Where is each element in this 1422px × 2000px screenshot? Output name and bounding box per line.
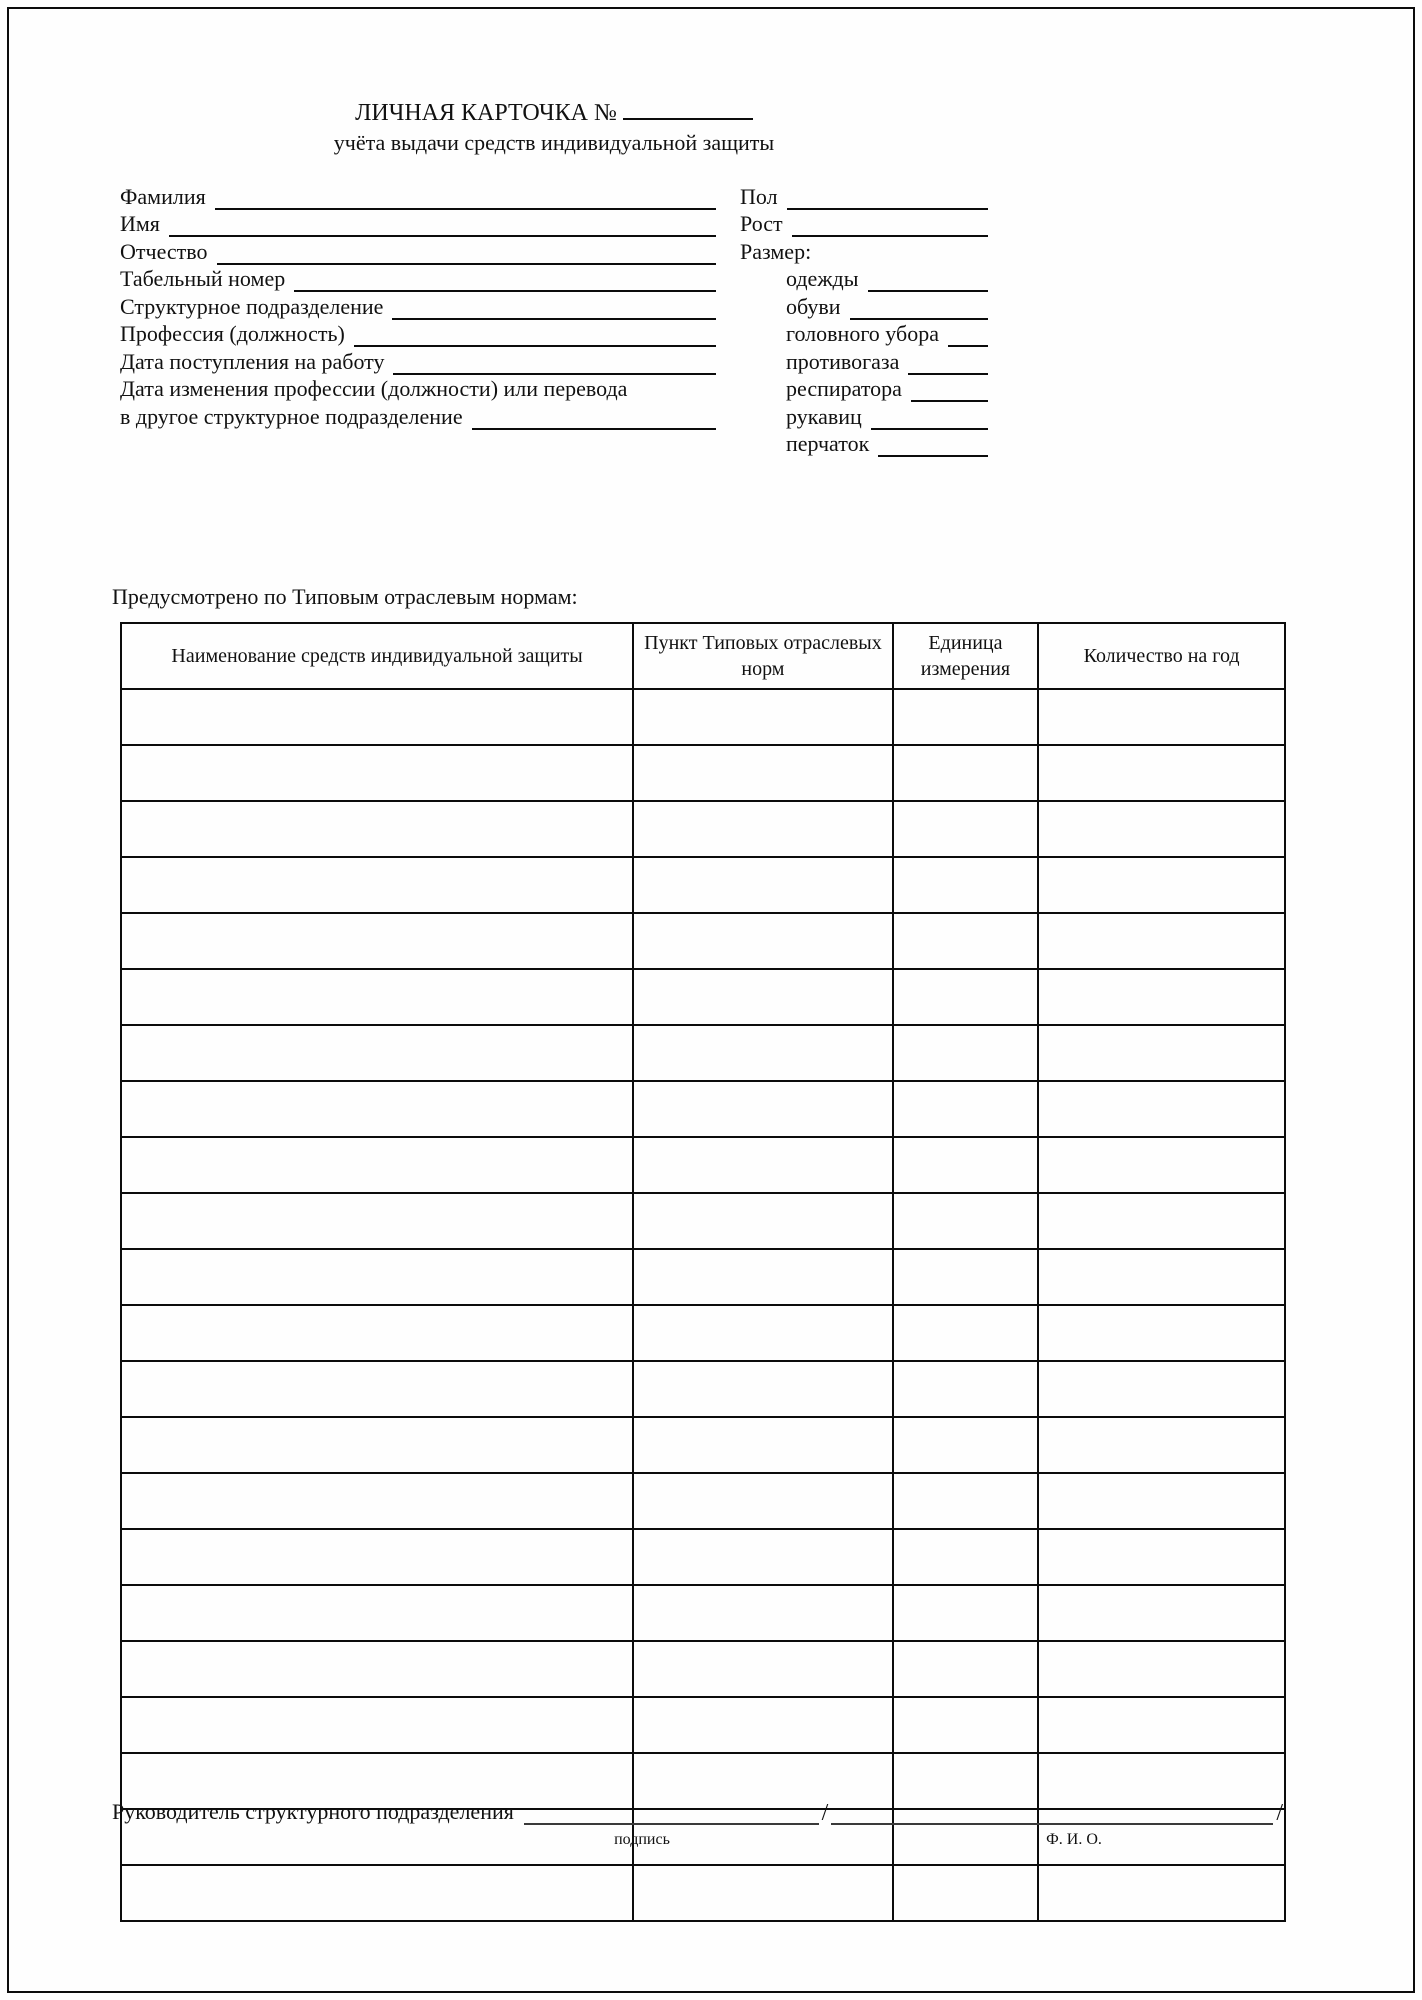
field-label: Размер: (740, 238, 812, 264)
norms-table-row (121, 857, 1285, 913)
norms-table-cell[interactable] (633, 1641, 893, 1697)
field-blank-line[interactable] (354, 321, 716, 347)
norms-table-cell[interactable] (121, 1417, 633, 1473)
field-row-right-8 (740, 402, 988, 430)
norms-table-cell[interactable] (121, 1193, 633, 1249)
norms-table-cell[interactable] (1038, 1865, 1285, 1921)
norms-table-cell[interactable] (633, 1361, 893, 1417)
field-label: рукавиц (786, 403, 862, 429)
field-blank-line[interactable] (850, 294, 988, 320)
norms-column-header-2: Единица измерения (893, 623, 1039, 689)
field-row-right-2 (740, 237, 988, 265)
field-blank-line[interactable] (472, 404, 716, 430)
norms-table-cell[interactable] (633, 1025, 893, 1081)
norms-table-cell[interactable] (633, 1417, 893, 1473)
supervisor-label: Руководитель структурного подразделения (112, 1799, 514, 1824)
page-title (120, 98, 988, 128)
field-blank-line[interactable] (908, 349, 988, 375)
norms-table-cell[interactable] (121, 1305, 633, 1361)
norms-table-cell[interactable] (1038, 1473, 1285, 1529)
norms-column-header-1: Пункт Типовых отраслевых норм (633, 623, 893, 689)
signature-caption: подпись (614, 1831, 670, 1848)
norms-table-row (121, 1361, 1285, 1417)
norms-table-cell[interactable] (121, 1137, 633, 1193)
norms-table-cell[interactable] (633, 1865, 893, 1921)
norms-table-cell[interactable] (1038, 1305, 1285, 1361)
field-blank-line[interactable] (911, 376, 988, 402)
norms-table-cell[interactable] (893, 969, 1039, 1025)
field-row-left-1 (120, 210, 716, 238)
field-blank-line[interactable] (792, 211, 988, 237)
field-label: Отчество (120, 238, 208, 264)
norms-table-row (121, 801, 1285, 857)
norms-table-row (121, 1249, 1285, 1305)
norms-table-cell[interactable] (1038, 689, 1285, 745)
page-title-text: ЛИЧНАЯ КАРТОЧКА № (355, 100, 617, 126)
person-fields-right-column (740, 182, 988, 457)
field-row-right-0 (740, 182, 988, 210)
norms-table-cell[interactable] (893, 1361, 1039, 1417)
norms-table (120, 622, 1286, 1922)
field-label: головного убора (786, 321, 939, 346)
field-blank-line[interactable] (393, 349, 716, 375)
field-row-right-4 (740, 292, 988, 320)
norms-table-cell[interactable] (121, 801, 633, 857)
norms-table-cell[interactable] (893, 1249, 1039, 1305)
slash-separator-end: / (1276, 1800, 1283, 1826)
norms-table-row (121, 1417, 1285, 1473)
field-label: одежды (786, 266, 859, 291)
norms-table-row (121, 1641, 1285, 1697)
norms-table-cell[interactable] (893, 1025, 1039, 1081)
field-blank-line[interactable] (294, 266, 716, 292)
norms-table-cell[interactable] (893, 913, 1039, 969)
field-blank-line[interactable] (868, 266, 989, 292)
norms-table-cell[interactable] (121, 1025, 633, 1081)
field-row-left-4 (120, 292, 716, 320)
norms-table-cell[interactable] (633, 1249, 893, 1305)
norms-table-row (121, 969, 1285, 1025)
field-label: перчаток (786, 431, 870, 456)
fio-caption: Ф. И. О. (1046, 1831, 1102, 1848)
norms-table-cell[interactable] (1038, 745, 1285, 801)
supervisor-signature-line (112, 1795, 1286, 1825)
field-label: Табельный номер (120, 266, 286, 291)
norms-table-cell[interactable] (893, 1529, 1039, 1585)
norms-table-cell[interactable] (633, 1585, 893, 1641)
norms-table-cell[interactable] (121, 745, 633, 801)
norms-table-cell[interactable] (893, 689, 1039, 745)
norms-table-cell[interactable] (1038, 1249, 1285, 1305)
norms-table-cell[interactable] (1038, 1417, 1285, 1473)
norms-table-row (121, 1865, 1285, 1921)
norms-table-cell[interactable] (633, 1081, 893, 1137)
form-footer (112, 1795, 1286, 1855)
norms-table-row (121, 1529, 1285, 1585)
field-blank-line[interactable] (169, 211, 716, 237)
norms-table-cell[interactable] (1038, 1529, 1285, 1585)
norms-table-cell[interactable] (893, 1305, 1039, 1361)
slash-separator: / (821, 1800, 829, 1826)
norms-table-row (121, 1081, 1285, 1137)
norms-table-cell[interactable] (893, 1137, 1039, 1193)
norms-table-row (121, 1305, 1285, 1361)
norms-table-cell[interactable] (1038, 1361, 1285, 1417)
norms-table-cell[interactable] (1038, 1585, 1285, 1641)
norms-table-cell[interactable] (633, 1137, 893, 1193)
norms-table-row (121, 745, 1285, 801)
field-blank-line[interactable] (392, 294, 716, 320)
norms-table-cell[interactable] (121, 969, 633, 1025)
field-row-right-1 (740, 210, 988, 238)
field-blank-line[interactable] (217, 239, 717, 265)
norms-table-row (121, 1025, 1285, 1081)
field-row-left-8 (120, 402, 716, 430)
norms-table-cell[interactable] (633, 913, 893, 969)
field-row-right-5 (740, 320, 988, 348)
field-blank-line[interactable] (215, 184, 716, 210)
field-label: Дата поступления на работу (120, 348, 385, 374)
norms-table-body (121, 689, 1285, 1921)
norms-table-cell[interactable] (121, 1249, 633, 1305)
norms-table-cell[interactable] (893, 1697, 1039, 1753)
norms-column-header-3: Количество на год (1038, 623, 1285, 689)
norms-table-row (121, 1585, 1285, 1641)
norms-table-row (121, 1137, 1285, 1193)
norms-table-cell[interactable] (633, 1529, 893, 1585)
field-label: Рост (740, 211, 783, 236)
norms-table-row (121, 1697, 1285, 1753)
norms-table-cell[interactable] (121, 1641, 633, 1697)
norms-table-cell[interactable] (633, 1697, 893, 1753)
field-row-left-6 (120, 347, 716, 375)
norms-table-cell[interactable] (1038, 1025, 1285, 1081)
norms-table-cell[interactable] (633, 801, 893, 857)
fio-blank[interactable] (831, 1799, 1273, 1825)
norms-table-header-row (121, 623, 1285, 689)
norms-table-cell[interactable] (893, 1417, 1039, 1473)
norms-table-cell[interactable] (121, 1585, 633, 1641)
field-label: Структурное подразделение (120, 293, 384, 319)
norms-table-row (121, 689, 1285, 745)
person-fields-section (120, 182, 988, 457)
person-fields-left-column (120, 182, 716, 457)
norms-table-cell[interactable] (1038, 801, 1285, 857)
field-label: Пол (740, 183, 778, 209)
field-blank-line[interactable] (871, 404, 988, 430)
page-subtitle: учёта выдачи средств индивидуальной защиты (333, 130, 775, 155)
norms-table-cell[interactable] (1038, 1137, 1285, 1193)
norms-table-cell[interactable] (633, 857, 893, 913)
norms-table-cell[interactable] (893, 857, 1039, 913)
norms-table-caption: Предусмотрено по Типовым отраслевым нормам: (112, 584, 578, 609)
field-blank-line[interactable] (948, 321, 988, 347)
norms-table-cell[interactable] (893, 1473, 1039, 1529)
norms-table-cell[interactable] (1038, 1641, 1285, 1697)
field-row-right-3 (740, 265, 988, 293)
field-row-left-3 (120, 265, 716, 293)
norms-table-cell[interactable] (121, 913, 633, 969)
field-label: Фамилия (120, 183, 206, 209)
field-row-left-7 (120, 375, 716, 403)
norms-table-cell[interactable] (1038, 969, 1285, 1025)
signature-blank[interactable] (524, 1799, 819, 1825)
norms-table-row (121, 1193, 1285, 1249)
field-row-right-6 (740, 347, 988, 375)
field-row-left-0 (120, 182, 716, 210)
field-row-left-2 (120, 237, 716, 265)
field-row-left-5 (120, 320, 716, 348)
field-label: обуви (786, 293, 841, 319)
field-blank-line[interactable] (878, 431, 988, 457)
form-header (120, 98, 988, 158)
norms-table-cell[interactable] (121, 1697, 633, 1753)
norms-table-cell[interactable] (633, 1473, 893, 1529)
field-row-right-9 (740, 430, 988, 458)
field-row-right-7 (740, 375, 988, 403)
norms-table-cell[interactable] (1038, 857, 1285, 913)
norms-column-header-0: Наименование средств индивидуальной защиты (121, 623, 633, 689)
norms-table-cell[interactable] (121, 857, 633, 913)
norms-table-cell[interactable] (633, 1305, 893, 1361)
norms-table-cell[interactable] (1038, 1081, 1285, 1137)
norms-table-cell[interactable] (893, 745, 1039, 801)
norms-table-cell[interactable] (893, 1193, 1039, 1249)
norms-table-cell[interactable] (1038, 913, 1285, 969)
card-number-blank[interactable] (623, 98, 753, 120)
field-label: респиратора (786, 376, 902, 401)
norms-table-cell[interactable] (121, 1865, 633, 1921)
norms-table-cell[interactable] (893, 1865, 1039, 1921)
norms-table-cell[interactable] (893, 1641, 1039, 1697)
norms-table-header (121, 623, 1285, 689)
norms-table-cell[interactable] (893, 801, 1039, 857)
norms-table-cell[interactable] (121, 1081, 633, 1137)
field-label: в другое структурное подразделение (120, 403, 463, 429)
norms-table-cell[interactable] (121, 689, 633, 745)
field-label: Дата изменения профессии (должности) или перевода (120, 376, 628, 401)
norms-table-cell[interactable] (1038, 1697, 1285, 1753)
field-label: противогаза (786, 348, 900, 374)
norms-table-row (121, 913, 1285, 969)
norms-table-row (121, 1473, 1285, 1529)
norms-table-cell[interactable] (893, 1585, 1039, 1641)
norms-table-cell[interactable] (633, 745, 893, 801)
norms-table-cell[interactable] (1038, 1193, 1285, 1249)
norms-table-cell[interactable] (121, 1529, 633, 1585)
field-label: Профессия (должность) (120, 321, 345, 346)
field-blank-line[interactable] (787, 184, 988, 210)
norms-table-cell[interactable] (121, 1361, 633, 1417)
norms-table-cell[interactable] (893, 1081, 1039, 1137)
norms-table-cell[interactable] (633, 689, 893, 745)
norms-table-cell[interactable] (633, 1193, 893, 1249)
norms-table-cell[interactable] (121, 1473, 633, 1529)
field-label: Имя (120, 211, 160, 236)
norms-table-cell[interactable] (633, 969, 893, 1025)
